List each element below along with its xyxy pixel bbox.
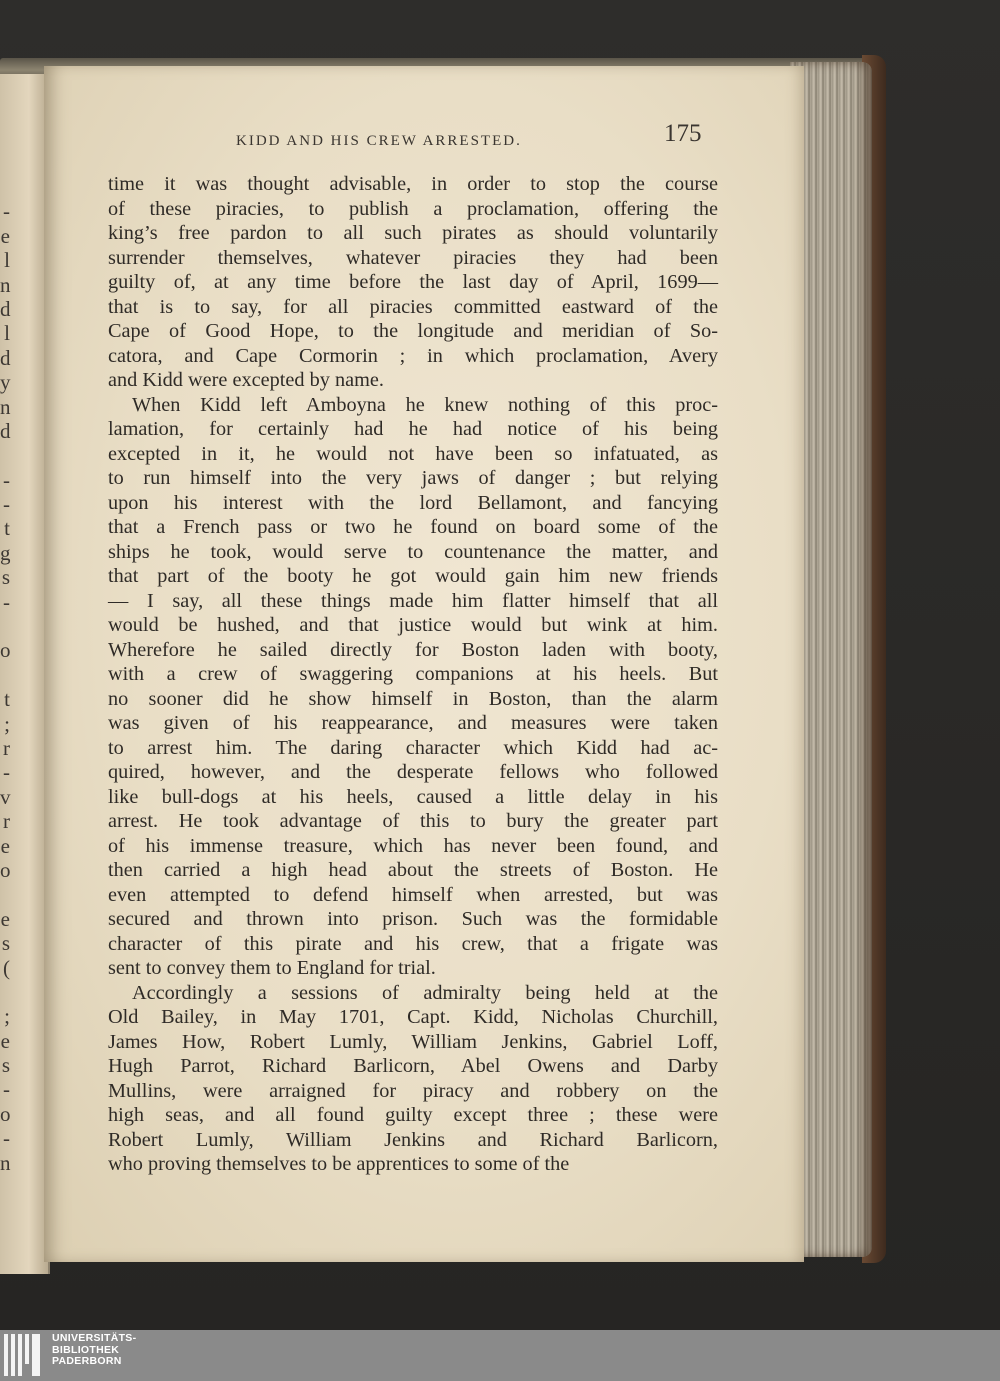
fragment-char: - [3,589,10,614]
text-line: even attempted to defend himself when arrested, but was [108,883,718,906]
fragment-char: ; [4,711,10,736]
fragment-char: - [3,199,10,224]
fragment-char: - [3,1126,10,1151]
text-line: quired, however, and the desperate fellows who followed [108,761,718,783]
text-line: of these piracies, to publish a proclamation, offering the [108,197,718,220]
text-line: and Kidd were excepted by name. [108,369,384,391]
logo-line: BIBLIOTHEK [52,1343,120,1356]
text-line: catora, and Cape Cormorin ; in which proclamation, Avery [108,344,718,367]
fragment-char: r [3,735,10,760]
text-line: with a crew of swaggering companions at his heels. But [108,663,718,685]
fragment-char [0,980,40,1004]
text-line: was given of his reappearance, and measures were taken [108,712,718,734]
fragment-char: ; [4,1004,10,1029]
text-line: then carried a high head about the streets of Boston. He [108,859,718,881]
text-line: excepted in it, he would not have been so infatuated, as [108,442,718,465]
text-line: — I say, all these things made him flatter himself that all [108,589,718,612]
fragment-char: t [4,516,10,541]
text-line: Hugh Parrot, Richard Barlicorn, Abel Owens and Darby [108,1055,718,1077]
text-line: surrender themselves, whatever piracies they had been [108,246,718,269]
fragment-char: y [0,370,11,395]
fragment-char [0,443,40,467]
fragment-char: n [0,272,11,297]
fragment-char: e [0,906,10,931]
fragment-char: e [0,833,10,858]
fragment-char: s [1,1053,10,1078]
fragment-char: - [3,467,10,492]
logo-line: PADERBORN [52,1355,122,1367]
text-line: to run himself into the very jaws of danger ; but relying [108,467,718,489]
text-line: Accordingly a sessions of admiralty being held at the [132,981,718,1004]
text-line: king’s free pardon to all such pirates as should voluntarily [108,222,718,244]
previous-page-text-fragments [0,175,40,1175]
fragment-char [0,614,40,638]
fragment-char: d [0,418,11,443]
text-line: When Kidd left Amboyna he knew nothing of this proc- [132,393,718,416]
fragment-char: n [0,1150,11,1175]
text-line: ships he took, would serve to countenance the matter, and [108,540,718,563]
library-logo-text [52,1333,136,1368]
text-line: high seas, and all found guilty except three ; these were [108,1104,718,1126]
page-number: 175 [664,120,702,147]
text-line: like bull-dogs at his heels, caused a little delay in his [108,785,718,808]
fragment-char: o [0,1101,11,1126]
text-line: secured and thrown into prison. Such was the formidable [108,908,718,930]
running-head: KIDD AND HIS CREW ARRESTED. [236,133,522,149]
fragment-char [0,663,40,687]
fragment-char: o [0,638,11,663]
logo-line: UNIVERSITÄTS- [52,1332,137,1344]
text-line: Wherefore he sailed directly for Boston laden with booty, [108,638,718,661]
fragment-char: d [0,345,11,370]
text-line: no sooner did he show himself in Boston, than the alarm [108,687,718,710]
fragment-char: - [3,1077,10,1102]
text-line: that is to say, for all piracies committed eastward of the [108,295,718,318]
fragment-char: - [3,760,10,785]
text-line: sent to convey them to England for trial. [108,957,436,979]
text-line: who proving themselves to be apprentices to some of the [108,1153,570,1175]
text-line: arrest. He took advantage of this to bury the greater part [108,810,718,832]
text-line: lamation, for certainly had he had notice of his being [108,418,718,440]
body-text [108,172,718,1177]
text-line: Old Bailey, in May 1701, Capt. Kidd, Nicholas Churchill, [108,1006,718,1028]
text-line: Robert Lumly, William Jenkins and Richard Barlicorn, [108,1128,718,1151]
fragment-char: t [4,687,10,712]
text-line: character of this pirate and his crew, that a frigate was [108,932,718,955]
fragment-char [0,882,40,906]
fragment-char: s [1,565,10,590]
fragment-char: d [0,296,11,321]
text-line: Mullins, were arraigned for piracy and robbery on the [108,1079,718,1102]
text-line: of his immense treasure, which has never been found, and [108,834,718,857]
fragment-char: - [3,492,10,517]
text-line: guilty of, at any time before the last day of April, 1699— [108,271,718,293]
fragment-char: v [0,784,11,809]
fragment-char [0,175,40,199]
text-line: that a French pass or two he found on board some of the [108,516,718,538]
fragment-char: l [4,321,10,346]
fragment-char: r [3,809,10,834]
fragment-char: g [0,540,11,565]
text-line: upon his interest with the lord Bellamont, and fancying [108,491,718,514]
text-line: would be hushed, and that justice would but wink at him. [108,614,718,636]
text-line: James How, Robert Lumly, William Jenkins, Gabriel Loff, [108,1030,718,1053]
fragment-char: s [1,931,10,956]
fragment-char: n [0,394,11,419]
fragment-char: o [0,857,11,882]
fragment-char: ( [3,955,10,980]
text-line: to arrest him. The daring character which Kidd had ac- [108,736,718,759]
fragment-char: e [0,223,10,248]
fragment-char: e [0,1028,10,1053]
text-line: Cape of Good Hope, to the longitude and meridian of So- [108,320,718,342]
footer-bar [0,1330,1000,1381]
text-line: time it was thought advisable, in order to stop the course [108,173,718,195]
text-line: that part of the booty he got would gain him new friends [108,565,718,587]
fragment-char: l [4,248,10,273]
library-logo-icon [4,1334,44,1376]
